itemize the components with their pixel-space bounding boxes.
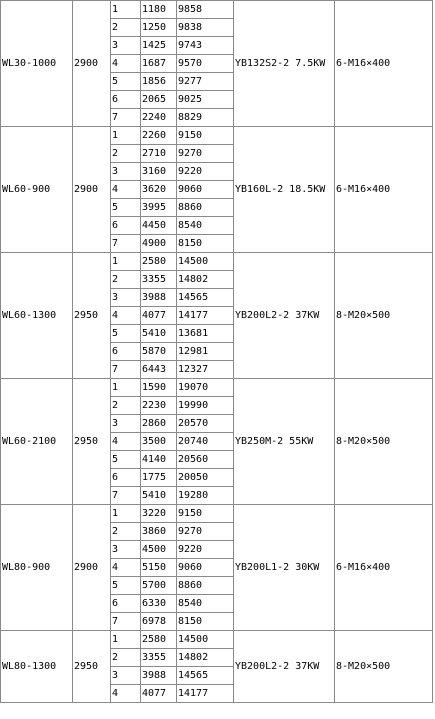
flow-cell: 6978 <box>141 613 177 631</box>
speed-cell: 2950 <box>73 379 111 505</box>
bolt-cell: 8-M20×500 <box>335 253 433 379</box>
point-no-cell: 7 <box>111 235 141 253</box>
bolt-cell: 6-M16×400 <box>335 127 433 253</box>
flow-cell: 3620 <box>141 181 177 199</box>
point-no-cell: 2 <box>111 397 141 415</box>
point-no-cell: 7 <box>111 487 141 505</box>
point-no-cell: 2 <box>111 271 141 289</box>
flow-cell: 5410 <box>141 487 177 505</box>
flow-cell: 6443 <box>141 361 177 379</box>
flow-cell: 2065 <box>141 91 177 109</box>
point-no-cell: 5 <box>111 199 141 217</box>
flow-cell: 3355 <box>141 271 177 289</box>
flow-cell: 2230 <box>141 397 177 415</box>
head-cell: 8150 <box>177 613 234 631</box>
flow-cell: 4077 <box>141 307 177 325</box>
flow-cell: 5150 <box>141 559 177 577</box>
motor-cell: YB250M-2 55KW <box>234 379 335 505</box>
head-cell: 9220 <box>177 541 234 559</box>
flow-cell: 4900 <box>141 235 177 253</box>
point-no-cell: 7 <box>111 109 141 127</box>
head-cell: 8829 <box>177 109 234 127</box>
point-no-cell: 4 <box>111 685 141 703</box>
head-cell: 14565 <box>177 289 234 307</box>
flow-cell: 3988 <box>141 667 177 685</box>
point-no-cell: 7 <box>111 613 141 631</box>
point-no-cell: 1 <box>111 379 141 397</box>
motor-cell: YB160L-2 18.5KW <box>234 127 335 253</box>
head-cell: 8860 <box>177 577 234 595</box>
flow-cell: 4500 <box>141 541 177 559</box>
point-no-cell: 3 <box>111 289 141 307</box>
flow-cell: 4077 <box>141 685 177 703</box>
point-no-cell: 6 <box>111 595 141 613</box>
point-no-cell: 2 <box>111 145 141 163</box>
head-cell: 13681 <box>177 325 234 343</box>
head-cell: 9220 <box>177 163 234 181</box>
head-cell: 12981 <box>177 343 234 361</box>
head-cell: 8860 <box>177 199 234 217</box>
head-cell: 8540 <box>177 217 234 235</box>
point-no-cell: 3 <box>111 37 141 55</box>
point-no-cell: 1 <box>111 505 141 523</box>
flow-cell: 1425 <box>141 37 177 55</box>
head-cell: 20570 <box>177 415 234 433</box>
head-cell: 14177 <box>177 685 234 703</box>
table-row <box>1 631 433 649</box>
head-cell: 20740 <box>177 433 234 451</box>
speed-cell: 2900 <box>73 505 111 631</box>
bolt-cell: 8-M20×500 <box>335 631 433 703</box>
head-cell: 9570 <box>177 55 234 73</box>
speed-cell: 2900 <box>73 127 111 253</box>
head-cell: 9150 <box>177 505 234 523</box>
motor-cell: YB200L2-2 37KW <box>234 631 335 703</box>
point-no-cell: 6 <box>111 343 141 361</box>
flow-cell: 1180 <box>141 1 177 19</box>
flow-cell: 4140 <box>141 451 177 469</box>
motor-cell: YB200L1-2 30KW <box>234 505 335 631</box>
head-cell: 9277 <box>177 73 234 91</box>
point-no-cell: 6 <box>111 469 141 487</box>
point-no-cell: 2 <box>111 523 141 541</box>
flow-cell: 1775 <box>141 469 177 487</box>
flow-cell: 3220 <box>141 505 177 523</box>
flow-cell: 5700 <box>141 577 177 595</box>
point-no-cell: 6 <box>111 91 141 109</box>
point-no-cell: 3 <box>111 667 141 685</box>
motor-cell: YB200L2-2 37KW <box>234 253 335 379</box>
speed-cell: 2950 <box>73 253 111 379</box>
head-cell: 9025 <box>177 91 234 109</box>
flow-cell: 1856 <box>141 73 177 91</box>
point-no-cell: 1 <box>111 1 141 19</box>
point-no-cell: 1 <box>111 253 141 271</box>
flow-cell: 4450 <box>141 217 177 235</box>
flow-cell: 3160 <box>141 163 177 181</box>
point-no-cell: 5 <box>111 577 141 595</box>
head-cell: 9150 <box>177 127 234 145</box>
point-no-cell: 3 <box>111 541 141 559</box>
flow-cell: 1687 <box>141 55 177 73</box>
point-no-cell: 2 <box>111 649 141 667</box>
table-row <box>1 127 433 145</box>
model-cell: WL30-1000 <box>1 1 73 127</box>
head-cell: 19280 <box>177 487 234 505</box>
point-no-cell: 3 <box>111 163 141 181</box>
bolt-cell: 6-M16×400 <box>335 505 433 631</box>
head-cell: 9060 <box>177 559 234 577</box>
point-no-cell: 5 <box>111 325 141 343</box>
flow-cell: 5870 <box>141 343 177 361</box>
model-cell: WL80-1300 <box>1 631 73 703</box>
point-no-cell: 5 <box>111 451 141 469</box>
table-row <box>1 1 433 19</box>
motor-cell: YB132S2-2 7.5KW <box>234 1 335 127</box>
flow-cell: 2710 <box>141 145 177 163</box>
head-cell: 9858 <box>177 1 234 19</box>
point-no-cell: 3 <box>111 415 141 433</box>
flow-cell: 3860 <box>141 523 177 541</box>
bolt-cell: 6-M16×400 <box>335 1 433 127</box>
flow-cell: 6330 <box>141 595 177 613</box>
head-cell: 14802 <box>177 649 234 667</box>
head-cell: 14177 <box>177 307 234 325</box>
flow-cell: 3995 <box>141 199 177 217</box>
head-cell: 9838 <box>177 19 234 37</box>
flow-cell: 5410 <box>141 325 177 343</box>
point-no-cell: 1 <box>111 631 141 649</box>
flow-cell: 2260 <box>141 127 177 145</box>
flow-cell: 1250 <box>141 19 177 37</box>
head-cell: 9270 <box>177 145 234 163</box>
model-cell: WL80-900 <box>1 505 73 631</box>
head-cell: 14500 <box>177 631 234 649</box>
flow-cell: 2580 <box>141 253 177 271</box>
head-cell: 20560 <box>177 451 234 469</box>
point-no-cell: 5 <box>111 73 141 91</box>
bolt-cell: 8-M20×500 <box>335 379 433 505</box>
table-row <box>1 379 433 397</box>
head-cell: 9270 <box>177 523 234 541</box>
point-no-cell: 7 <box>111 361 141 379</box>
point-no-cell: 4 <box>111 55 141 73</box>
head-cell: 14565 <box>177 667 234 685</box>
point-no-cell: 4 <box>111 559 141 577</box>
head-cell: 14802 <box>177 271 234 289</box>
point-no-cell: 4 <box>111 181 141 199</box>
point-no-cell: 6 <box>111 217 141 235</box>
table-row <box>1 253 433 271</box>
point-no-cell: 4 <box>111 433 141 451</box>
point-no-cell: 4 <box>111 307 141 325</box>
head-cell: 19990 <box>177 397 234 415</box>
head-cell: 9060 <box>177 181 234 199</box>
model-cell: WL60-900 <box>1 127 73 253</box>
head-cell: 8540 <box>177 595 234 613</box>
point-no-cell: 2 <box>111 19 141 37</box>
point-no-cell: 1 <box>111 127 141 145</box>
flow-cell: 2860 <box>141 415 177 433</box>
flow-cell: 2240 <box>141 109 177 127</box>
flow-cell: 3355 <box>141 649 177 667</box>
model-cell: WL60-2100 <box>1 379 73 505</box>
speed-cell: 2900 <box>73 1 111 127</box>
head-cell: 8150 <box>177 235 234 253</box>
flow-cell: 2580 <box>141 631 177 649</box>
head-cell: 12327 <box>177 361 234 379</box>
head-cell: 9743 <box>177 37 234 55</box>
table-row <box>1 505 433 523</box>
head-cell: 19070 <box>177 379 234 397</box>
model-cell: WL60-1300 <box>1 253 73 379</box>
spec-table-body <box>1 1 433 703</box>
flow-cell: 3500 <box>141 433 177 451</box>
speed-cell: 2950 <box>73 631 111 703</box>
head-cell: 20050 <box>177 469 234 487</box>
head-cell: 14500 <box>177 253 234 271</box>
flow-cell: 1590 <box>141 379 177 397</box>
flow-cell: 3988 <box>141 289 177 307</box>
